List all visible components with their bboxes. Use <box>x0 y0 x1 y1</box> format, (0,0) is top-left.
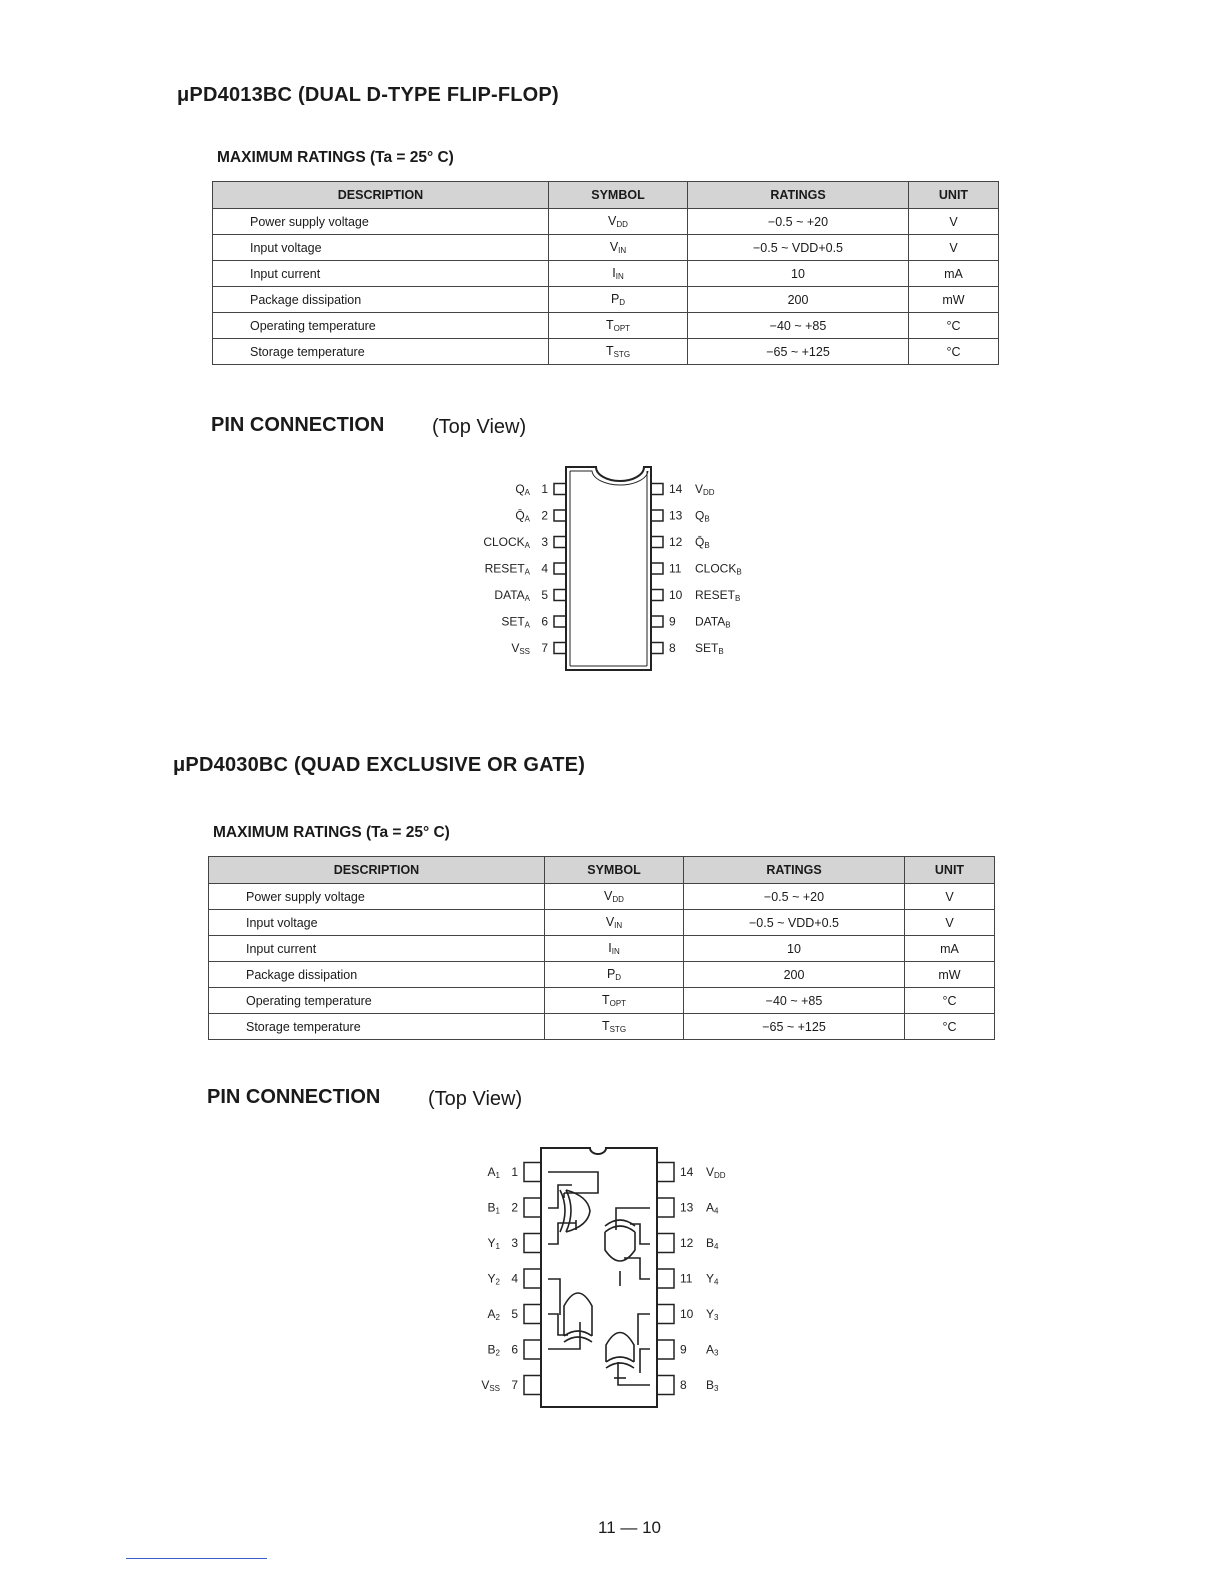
pin-label <box>485 562 531 577</box>
pin-pad <box>554 616 566 627</box>
symbol-cell <box>549 287 688 313</box>
description-cell: Power supply voltage <box>213 209 549 235</box>
unit-cell: °C <box>905 1014 995 1040</box>
pin-subscript: 3 <box>714 1384 719 1393</box>
pin-right-13 <box>657 1198 719 1217</box>
pin-label <box>481 1378 500 1393</box>
pin-number: 1 <box>541 482 548 496</box>
pin-label <box>488 1201 501 1216</box>
pin-pad <box>554 510 566 521</box>
pin-number: 2 <box>541 508 548 523</box>
rating-cell: 10 <box>684 936 905 962</box>
symbol-letter: T <box>605 318 614 332</box>
pin-subscript: 3 <box>714 1348 719 1358</box>
pin-number: 8 <box>669 641 676 655</box>
pin-subscript: B <box>704 514 710 524</box>
pin-subscript: SS <box>489 1384 500 1393</box>
pin-subscript: 4 <box>714 1277 719 1287</box>
unit-cell: mW <box>905 962 995 988</box>
symbol-cell <box>545 884 684 910</box>
pin-pad <box>524 1163 541 1182</box>
pin-pad <box>651 484 663 495</box>
symbol-cell <box>545 1014 684 1040</box>
table-row <box>209 988 995 1014</box>
symbol-letter: T <box>601 993 610 1007</box>
pin-subscript: 2 <box>495 1348 500 1358</box>
column-header: SYMBOL <box>549 182 688 209</box>
pin-name: A <box>487 1307 496 1321</box>
symbol-subscript: DD <box>616 220 628 229</box>
pin-subscript: 4 <box>714 1242 719 1251</box>
symbol-subscript: OPT <box>609 999 627 1008</box>
pin-label <box>706 1236 719 1251</box>
column-header: UNIT <box>905 857 995 884</box>
table-row <box>213 235 999 261</box>
symbol-cell <box>545 936 684 962</box>
pin-number: 9 <box>669 614 676 629</box>
pin-number: 6 <box>541 614 548 629</box>
description-cell: Input current <box>213 261 549 287</box>
pin-right-10 <box>651 588 740 603</box>
xor-gate-3 <box>606 1314 650 1385</box>
pin-number: 1 <box>511 1165 518 1179</box>
pin-name: CLOCK <box>695 561 737 576</box>
pin-label <box>494 588 530 603</box>
symbol-subscript: DD <box>612 895 624 904</box>
pin-subscript: DD <box>703 488 715 497</box>
pin-subscript: SS <box>519 647 530 656</box>
description-cell: Package dissipation <box>209 962 545 988</box>
pin-number: 7 <box>541 641 548 655</box>
table-row <box>209 962 995 988</box>
pin-right-8 <box>657 1376 719 1395</box>
pin-pad <box>524 1269 541 1288</box>
pin-subscript: 1 <box>495 1171 500 1180</box>
pin-number: 7 <box>511 1378 518 1392</box>
pin-subscript: A <box>524 567 530 577</box>
pin-name: Q <box>515 482 525 496</box>
pin-pad <box>524 1340 541 1359</box>
pin-number: 14 <box>669 482 683 496</box>
pin-number: 10 <box>680 1307 694 1321</box>
table-row <box>213 313 999 339</box>
description-cell: Storage temperature <box>209 1014 545 1040</box>
pin-number: 13 <box>669 508 683 523</box>
symbol-letter: T <box>605 344 614 358</box>
pin-subscript: B <box>735 594 741 603</box>
pin-number: 6 <box>511 1342 518 1357</box>
pin-left-5 <box>488 1305 541 1324</box>
pin-subscript: B <box>736 567 742 577</box>
symbol-subscript: IN <box>611 947 620 956</box>
pin-label <box>488 1272 501 1287</box>
table-row <box>213 261 999 287</box>
symbol-letter: I <box>612 266 616 280</box>
column-header: DESCRIPTION <box>209 857 545 884</box>
symbol-subscript: D <box>619 298 626 307</box>
ic-package-body <box>566 467 651 670</box>
symbol-cell <box>549 313 688 339</box>
pin-name: SET <box>501 614 525 629</box>
pin-subscript: DD <box>714 1171 726 1180</box>
unit-cell: °C <box>909 313 999 339</box>
pin-connection-title: PIN CONNECTION <box>207 1086 381 1108</box>
description-cell: Input current <box>209 936 545 962</box>
max-ratings-title: MAXIMUM RATINGS (Ta = 25° C) <box>213 824 450 841</box>
symbol-cell <box>545 962 684 988</box>
pin-name: Q̄ <box>695 535 705 549</box>
unit-cell: V <box>909 235 999 261</box>
pin-number: 13 <box>680 1200 694 1215</box>
pin-left-2 <box>515 509 566 524</box>
pin-subscript: A <box>524 514 530 524</box>
pin-subscript: B <box>704 541 710 550</box>
pin-right-14 <box>657 1163 726 1182</box>
pin-subscript: 4 <box>714 1206 719 1216</box>
pin-name: B <box>706 1236 715 1250</box>
symbol-subscript: OPT <box>613 324 631 333</box>
pin-pad <box>524 1198 541 1217</box>
symbol-cell <box>549 235 688 261</box>
symbol-cell <box>549 209 688 235</box>
symbol-letter: I <box>608 941 612 955</box>
pin-subscript: A <box>524 541 530 550</box>
flip-flop-pinout-diagram <box>440 460 800 680</box>
pin-right-13 <box>651 509 710 524</box>
pin-pad <box>657 1198 674 1217</box>
pin-left-4 <box>488 1269 541 1288</box>
pin-pad <box>657 1234 674 1253</box>
symbol-cell <box>545 910 684 936</box>
pin-number: 8 <box>680 1378 687 1392</box>
pin-label <box>695 562 742 577</box>
symbol-letter: T <box>601 1019 610 1033</box>
pin-number: 12 <box>680 1236 694 1250</box>
symbol-letter: V <box>608 214 617 228</box>
pin-connection-title: PIN CONNECTION <box>211 414 385 436</box>
pin-left-4 <box>485 562 566 577</box>
table-header-row <box>213 182 999 209</box>
pin-left-2 <box>488 1198 541 1217</box>
pin-subscript: A <box>524 620 530 630</box>
column-header: RATINGS <box>688 182 909 209</box>
footnote-rule <box>126 1558 267 1559</box>
symbol-subscript: IN <box>615 272 624 281</box>
symbol-subscript: D <box>615 973 622 982</box>
description-cell: Storage temperature <box>213 339 549 365</box>
pin-pad <box>554 590 566 601</box>
pin-name: SET <box>695 641 719 655</box>
pin-label <box>488 1165 501 1180</box>
pin-pad <box>651 563 663 574</box>
unit-cell: mW <box>909 287 999 313</box>
pin-subscript: A <box>524 594 530 603</box>
pin-name: Q <box>695 508 705 523</box>
description-cell: Operating temperature <box>209 988 545 1014</box>
table-row <box>213 209 999 235</box>
pin-number: 2 <box>511 1200 518 1215</box>
pin-name: A <box>706 1200 715 1215</box>
symbol-subscript: IN <box>614 921 623 930</box>
pin-pad <box>524 1376 541 1395</box>
pin-right-9 <box>651 615 731 630</box>
column-header: SYMBOL <box>545 857 684 884</box>
symbol-subscript: IN <box>618 246 627 255</box>
pin-label <box>488 1307 501 1322</box>
table-row <box>213 287 999 313</box>
pin-label <box>706 1165 726 1180</box>
pin-label <box>706 1272 719 1287</box>
rating-cell: −40 ~ +85 <box>684 988 905 1014</box>
symbol-letter: V <box>605 915 615 929</box>
pin-number: 5 <box>541 588 548 602</box>
pin-right-12 <box>651 535 710 550</box>
pin-left-3 <box>488 1234 541 1253</box>
unit-cell: V <box>905 884 995 910</box>
pin-label <box>488 1236 501 1251</box>
pin-number: 10 <box>669 588 683 602</box>
pin-label <box>706 1343 719 1358</box>
pin-pad <box>524 1305 541 1324</box>
pin-name: RESET <box>484 561 525 576</box>
pin-number: 3 <box>541 535 548 549</box>
pin-number: 14 <box>680 1165 694 1179</box>
xor-gate-pinout-diagram <box>440 1140 800 1415</box>
pin-right-8 <box>651 641 724 656</box>
pin-pad <box>651 643 663 654</box>
symbol-cell <box>549 261 688 287</box>
pin-label <box>515 482 530 497</box>
pin-pad <box>651 616 663 627</box>
pin-subscript: 3 <box>714 1313 719 1322</box>
pin-subscript: B <box>718 647 724 656</box>
pin-pad <box>524 1234 541 1253</box>
section-title: μPD4013BC (DUAL D-TYPE FLIP-FLOP) <box>177 84 559 106</box>
pin-name: DATA <box>494 588 525 602</box>
pin-name: V <box>481 1378 490 1392</box>
description-cell: Package dissipation <box>213 287 549 313</box>
pin-left-7 <box>511 641 566 656</box>
unit-cell: °C <box>905 988 995 1014</box>
pin-label <box>511 641 530 656</box>
pin-pad <box>554 643 566 654</box>
description-cell: Input voltage <box>213 235 549 261</box>
pin-number: 11 <box>680 1271 693 1286</box>
xor-gate-1 <box>548 1172 598 1244</box>
unit-cell: mA <box>905 936 995 962</box>
pin-label <box>706 1307 719 1322</box>
pin-pad <box>657 1163 674 1182</box>
pin-view-label: (Top View) <box>432 416 527 438</box>
pin-pad <box>554 484 566 495</box>
pin-name: V <box>706 1165 715 1179</box>
pin-name: V <box>695 482 704 496</box>
symbol-letter: V <box>609 240 619 254</box>
table-row <box>213 339 999 365</box>
pin-name: A <box>487 1165 496 1179</box>
xor-gate-4 <box>605 1208 650 1286</box>
pin-pad <box>554 563 566 574</box>
pin-name: Y <box>706 1307 715 1321</box>
rating-cell: −0.5 ~ +20 <box>688 209 909 235</box>
pin-number: 4 <box>541 561 548 576</box>
pin-pad <box>657 1305 674 1324</box>
pin-label <box>488 1343 501 1358</box>
pin-pad <box>657 1340 674 1359</box>
symbol-cell <box>545 988 684 1014</box>
pin-right-10 <box>657 1305 719 1324</box>
symbol-letter: P <box>610 292 620 306</box>
rating-cell: −40 ~ +85 <box>688 313 909 339</box>
description-cell: Operating temperature <box>213 313 549 339</box>
pin-label <box>501 615 530 630</box>
pin-number: 9 <box>680 1342 687 1357</box>
pin-left-6 <box>501 615 566 630</box>
symbol-letter: V <box>604 889 613 903</box>
unit-cell: °C <box>909 339 999 365</box>
pin-left-3 <box>483 535 566 550</box>
symbol-subscript: STG <box>613 350 631 359</box>
ratings-table <box>212 181 999 365</box>
rating-cell: −65 ~ +125 <box>684 1014 905 1040</box>
rating-cell: −0.5 ~ VDD+0.5 <box>684 910 905 936</box>
table-header-row <box>209 857 995 884</box>
rating-cell: 200 <box>688 287 909 313</box>
pin-pad <box>554 537 566 548</box>
column-header: UNIT <box>909 182 999 209</box>
section-title: μPD4030BC (QUAD EXCLUSIVE OR GATE) <box>173 754 586 776</box>
pin-name: CLOCK <box>483 535 525 549</box>
pin-label <box>483 535 530 550</box>
pin-number: 4 <box>511 1271 518 1286</box>
pin-pad <box>657 1376 674 1395</box>
pin-label <box>695 535 710 550</box>
symbol-letter: P <box>606 967 616 981</box>
table-row <box>209 910 995 936</box>
pin-label <box>695 641 724 656</box>
unit-cell: V <box>905 910 995 936</box>
pin-number: 12 <box>669 535 683 549</box>
table-row <box>209 884 995 910</box>
pin-name: B <box>487 1200 496 1215</box>
pin-name: Q̄ <box>515 508 525 523</box>
pin-left-5 <box>494 588 566 603</box>
pin-subscript: 2 <box>495 1277 500 1287</box>
column-header: DESCRIPTION <box>213 182 549 209</box>
rating-cell: −0.5 ~ +20 <box>684 884 905 910</box>
pin-subscript: 1 <box>495 1242 500 1251</box>
rating-cell: 10 <box>688 261 909 287</box>
rating-cell: 200 <box>684 962 905 988</box>
pin-subscript: 1 <box>495 1206 500 1216</box>
pin-label <box>695 509 710 524</box>
rating-cell: −0.5 ~ VDD+0.5 <box>688 235 909 261</box>
symbol-cell <box>549 339 688 365</box>
pin-number: 5 <box>511 1307 518 1321</box>
max-ratings-title: MAXIMUM RATINGS (Ta = 25° C) <box>217 149 454 166</box>
pin-subscript: A <box>524 488 530 497</box>
pin-right-11 <box>651 562 742 577</box>
pin-right-14 <box>651 482 715 497</box>
rating-cell: −65 ~ +125 <box>688 339 909 365</box>
pin-pad <box>651 510 663 521</box>
pin-left-1 <box>488 1163 541 1182</box>
unit-cell: mA <box>909 261 999 287</box>
pin-name: B <box>487 1342 496 1357</box>
pin-name: A <box>706 1342 715 1357</box>
pin-label <box>695 588 740 603</box>
column-header: RATINGS <box>684 857 905 884</box>
pin-right-12 <box>657 1234 719 1253</box>
pin-name: Y <box>487 1271 496 1286</box>
pin-label <box>706 1378 719 1393</box>
description-cell: Input voltage <box>209 910 545 936</box>
xor-gate-2 <box>548 1279 592 1349</box>
pin-name: RESET <box>695 588 736 602</box>
pin-label <box>695 482 715 497</box>
pin-number: 11 <box>669 561 682 576</box>
symbol-subscript: STG <box>609 1025 627 1034</box>
pin-pad <box>657 1269 674 1288</box>
pin-name: Y <box>706 1271 715 1286</box>
pin-subscript: B <box>725 620 731 630</box>
pin-label <box>695 615 731 630</box>
pin-right-9 <box>657 1340 719 1359</box>
pin-label <box>706 1201 719 1216</box>
pin-name: V <box>511 641 520 655</box>
pin-subscript: 2 <box>495 1313 500 1322</box>
table-row <box>209 936 995 962</box>
unit-cell: V <box>909 209 999 235</box>
ratings-table <box>208 856 995 1040</box>
pin-right-11 <box>657 1269 719 1288</box>
pin-name: Y <box>487 1236 496 1250</box>
table-row <box>209 1014 995 1040</box>
pin-left-1 <box>515 482 566 497</box>
pin-left-6 <box>488 1340 541 1359</box>
pin-label <box>515 509 530 524</box>
description-cell: Power supply voltage <box>209 884 545 910</box>
pin-view-label: (Top View) <box>428 1088 523 1110</box>
page-number: 11 — 10 <box>598 1518 662 1537</box>
pin-number: 3 <box>511 1236 518 1250</box>
pin-pad <box>651 537 663 548</box>
pin-pad <box>651 590 663 601</box>
pin-left-7 <box>481 1376 541 1395</box>
pin-name: B <box>706 1378 715 1392</box>
pin-name: DATA <box>695 614 726 629</box>
